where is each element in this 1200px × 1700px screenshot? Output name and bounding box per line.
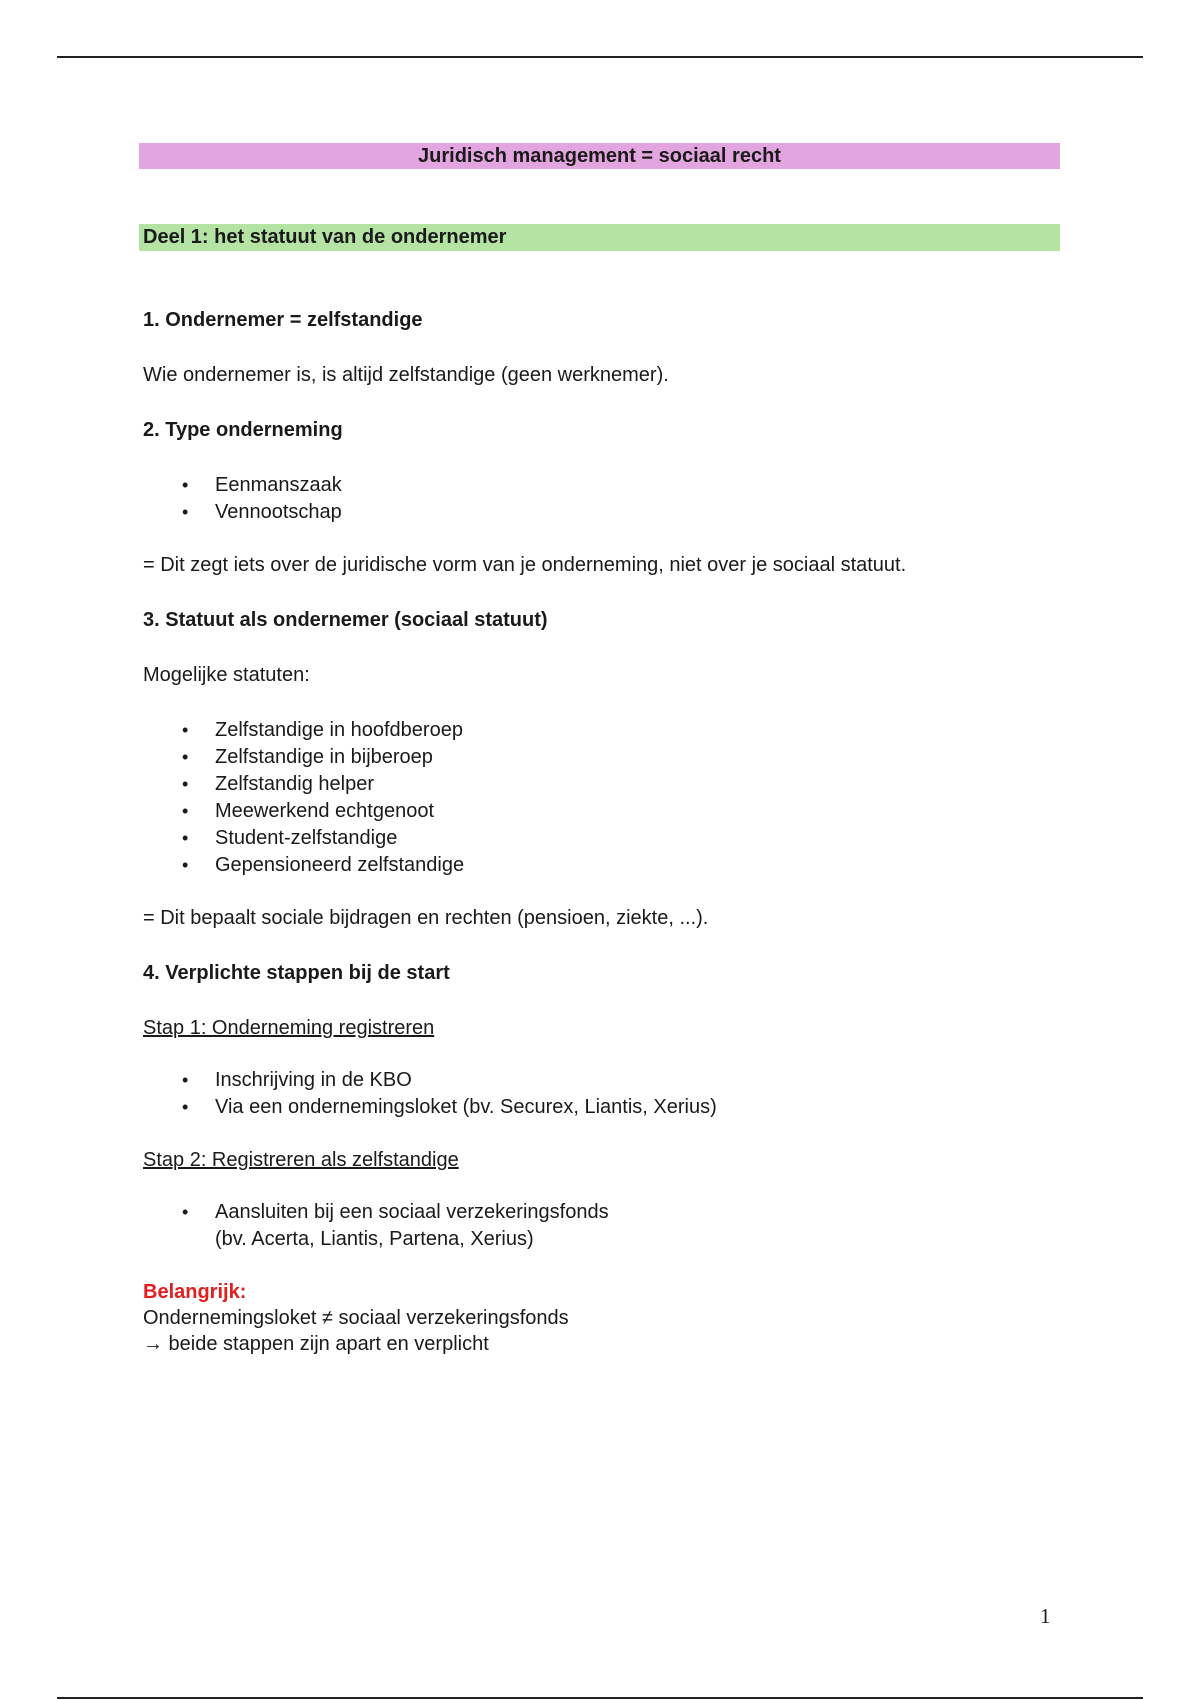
page-top-rule xyxy=(57,56,1143,58)
important-line-2: → beide stappen zijn apart en verplicht xyxy=(143,1333,489,1355)
bullet-icon: • xyxy=(182,774,189,794)
list-item: • Zelfstandige in bijberoep xyxy=(139,744,1060,771)
page-bottom-rule xyxy=(57,1697,1143,1699)
list-item: • Zelfstandig helper xyxy=(139,771,1060,798)
note-2: = Dit zegt iets over de juridische vorm van je onderneming, niet over je sociaal statuut. xyxy=(143,554,907,576)
intro-3: Mogelijke statuten: xyxy=(143,664,310,686)
list-item: • Meewerkend echtgenoot xyxy=(139,798,1060,825)
list-item: • Aansluiten bij een sociaal verzekeringsfonds (bv. Acerta, Liantis, Partena, Xerius) xyxy=(182,1201,609,1250)
heading-2: 2. Type onderneming xyxy=(143,419,343,441)
page-number: 1 xyxy=(1040,1604,1051,1628)
list-item: • Gepensioneerd zelfstandige xyxy=(139,852,1060,879)
heading-1: 1. Ondernemer = zelfstandige xyxy=(143,309,423,331)
important-line-1: Ondernemingsloket ≠ sociaal verzekeringsfonds xyxy=(143,1307,569,1329)
list-item: • Inschrijving in de KBO xyxy=(139,1067,1060,1094)
bullet-icon: • xyxy=(182,801,189,821)
list-item: • Via een ondernemingsloket (bv. Securex, Liantis, Xerius) xyxy=(139,1094,1060,1121)
step-2-label: Stap 2: Registreren als zelfstandige xyxy=(143,1149,459,1171)
list-item: • Student-zelfstandige xyxy=(139,825,1060,852)
document-body xyxy=(139,143,1060,1357)
bullet-icon: • xyxy=(182,1202,189,1222)
paragraph-1: Wie ondernemer is, is altijd zelfstandige (geen werknemer). xyxy=(143,364,669,386)
bullet-icon: • xyxy=(182,475,189,495)
heading-4: 4. Verplichte stappen bij de start xyxy=(143,962,450,984)
bullet-list-step-1 xyxy=(139,1067,1060,1121)
bullet-icon: • xyxy=(182,855,189,875)
bullet-icon: • xyxy=(182,1070,189,1090)
list-item: • Eenmanszaak xyxy=(139,472,1060,499)
bullet-icon: • xyxy=(182,502,189,522)
note-3: = Dit bepaalt sociale bijdragen en rechten (pensioen, ziekte, ...). xyxy=(143,907,709,929)
bullet-icon: • xyxy=(182,828,189,848)
bullet-list-statutes xyxy=(139,717,1060,879)
heading-3: 3. Statuut als ondernemer (sociaal statuut) xyxy=(143,609,548,631)
bullet-list-step-2 xyxy=(139,1199,1060,1253)
list-item: • Zelfstandige in hoofdberoep xyxy=(139,717,1060,744)
list-item: • Vennootschap xyxy=(139,499,1060,526)
document-title: Juridisch management = sociaal recht xyxy=(139,143,1060,169)
step-1-label: Stap 1: Onderneming registreren xyxy=(143,1017,435,1039)
important-label: Belangrijk: xyxy=(143,1281,247,1303)
bullet-icon: • xyxy=(182,720,189,740)
bullet-icon: • xyxy=(182,1097,189,1117)
section-title: Deel 1: het statuut van de ondernemer xyxy=(139,224,1060,251)
bullet-list-type xyxy=(139,472,1060,526)
bullet-icon: • xyxy=(182,747,189,767)
